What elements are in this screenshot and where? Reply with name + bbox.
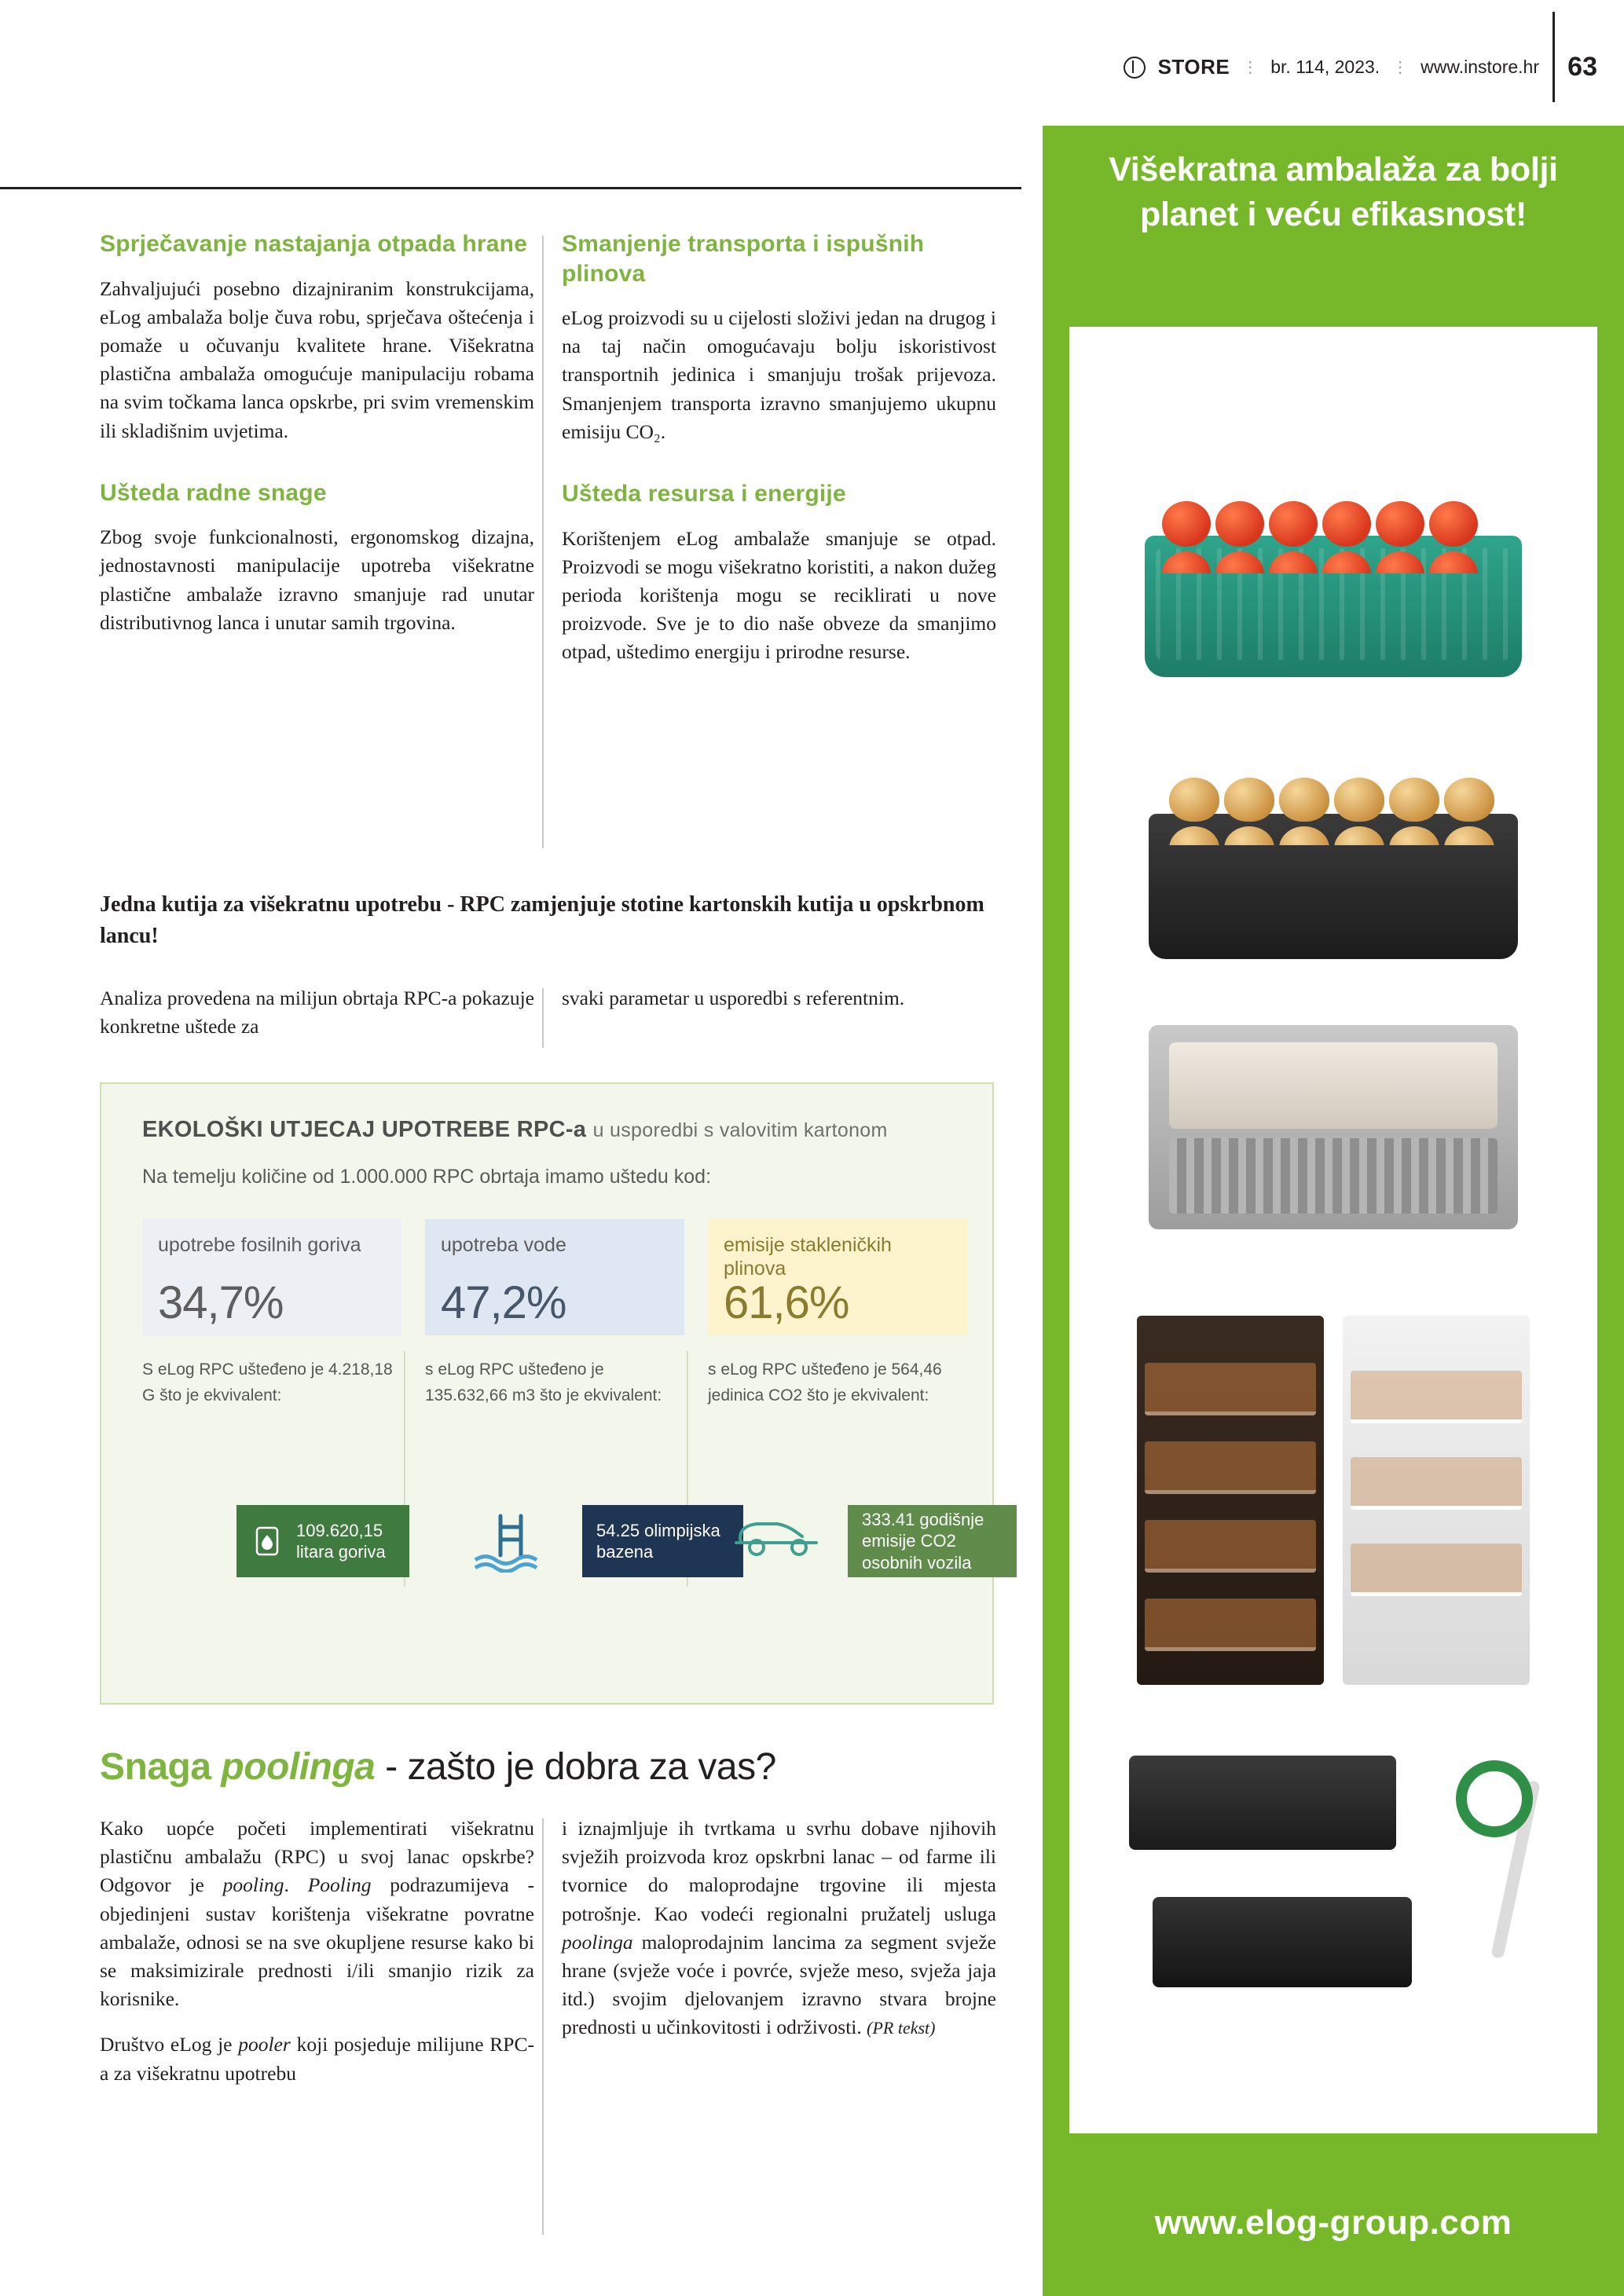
equivalent-chip-co2 [848, 1505, 1017, 1577]
stat-value: 34,7% [158, 1277, 284, 1328]
heading-food-waste: Sprječavanje nastajanja otpada hrane [100, 231, 528, 257]
section-left-column [100, 1814, 534, 2088]
section-paragraph-2 [100, 2031, 534, 2087]
paragraph-food-waste: Zahvaljujući posebno dizajniranim konstrukcijama, eLog ambalaža bolje čuva robu, sprječava oštećenja i pomaže u očuvanju kvalitete hrane. Višekratna plastična ambalaža omogućuje manipulaciju robama na svim točkama lanca opskrbe, pri svim vremenskim ili skladišnim uvjetima. [100, 276, 534, 442]
text-fragment: Društvo eLog je [100, 2033, 239, 2056]
stat-card-fossil-fuel [142, 1219, 401, 1335]
analysis-text-left: Analiza provedena na milijun obrtaja RPC-a pokazuje konkretne uštede za [100, 987, 534, 1038]
text-fragment: i iznajmljuje ih tvrtkama u svrhu dobave njihovih svježih proizvoda kroz opskrbni lanac – od farme ili tvornice do maloprodajne trgovine ili mjesta potrošnje. Kao vodeći regionalni pružatelj usluga [562, 1817, 996, 1925]
stat-label: emisije stakleničkih plinova [724, 1234, 892, 1280]
stat-note-greenhouse-gas: s eLog RPC ušteđeno je 564,46 jedinica CO2 što je ekvivalent: [708, 1360, 942, 1404]
text-italic: poolinga [562, 1930, 633, 1954]
section-headline [100, 1745, 1003, 1789]
issue-label: br. 114, 2023. [1270, 57, 1380, 77]
section-paragraph-1 [100, 1814, 534, 2013]
advertisement-panel [1043, 126, 1624, 2296]
heading-resources: Ušteda resursa i energije [562, 481, 846, 507]
advert-title: Višekratna ambalaža za bolji planet i veću efikasnost! [1109, 151, 1558, 233]
stat-card-water [425, 1219, 684, 1335]
headline-italic: poolinga [221, 1746, 376, 1788]
headline-dash: - [375, 1746, 408, 1788]
stat-label: upotrebe fosilnih goriva [158, 1234, 361, 1256]
copyright-circle-icon [1124, 57, 1146, 79]
text-fragment: koji posjeduje milijune RPC-a za višekratnu upotrebu [100, 2033, 534, 2085]
stat-value: 47,2% [441, 1277, 566, 1328]
highlight-statement: Jedna kutija za višekratnu upotrebu - RPC zamjenjuje stotine kartonskih kutija u opskrbnom lancu! [100, 892, 984, 948]
text-italic: pooling [222, 1873, 284, 1897]
car-icon [730, 1508, 824, 1576]
page-header [0, 52, 1624, 102]
text-fragment: maloprodajnim lancima za segment svježe hrane (svježe voće i povrće, svježe meso, svježa jaja itd.) svojim djelovanjem izravno stvara brojne prednosti u učinkovitosti i održivosti. [562, 1930, 996, 2039]
text-italic: Pooling [307, 1873, 372, 1897]
header-meta [1124, 55, 1539, 79]
infographic-subtitle: Na temelju količine od 1.000.000 RPC obrtaja imamo uštedu kod: [142, 1166, 712, 1188]
pr-credit: (PR tekst) [867, 2018, 936, 2038]
divider: ⋮ [1392, 59, 1409, 76]
article-left-column [100, 229, 534, 637]
fuel-drop-icon [251, 1522, 284, 1561]
trolley-grip-shape [1456, 1760, 1533, 1837]
product-photo-folded-grey-crates [1149, 1025, 1518, 1237]
section-right-column [562, 1814, 996, 2042]
heading-labour-saving: Ušteda radne snage [100, 479, 327, 506]
stat-value: 61,6% [724, 1277, 849, 1328]
stat-note-fossil-fuel: S eLog RPC ušteđeno je 4.218,18 G što je ekvivalent: [142, 1360, 393, 1404]
equivalent-chip-pools [582, 1505, 743, 1577]
chip-label: 333.41 godišnje emisije CO2 osobnih vozila [862, 1509, 984, 1573]
infographic-panel [100, 1082, 994, 1705]
infographic-title-main: EKOLOŠKI UTJECAJ UPOTREBE RPC-a [142, 1117, 587, 1142]
header-divider [1553, 12, 1555, 102]
pallet-shape [1153, 1897, 1412, 1987]
stat-note-water: s eLog RPC ušteđeno je 135.632,66 m3 što je ekvivalent: [425, 1360, 662, 1404]
product-photo-green-crate-with-tomatoes [1145, 463, 1522, 699]
text-fragment: Kako uopće početi implementirati višekratnu plastičnu ambalažu (RPC) u svoj lanac opskrbe? Odgovor je [100, 1817, 534, 1897]
text-italic: pooler [238, 2033, 291, 2056]
paragraph-transport: eLog proizvodi su u cijelosti složivi jedan na drugog i na taj način omogućavaju bolju iskoristivost transportnih jedinica i smanjuju trošak prijevoza. Smanjenjem transporta izravno smanjujemo ukupnu emisiju CO₂. [562, 306, 996, 443]
advert-url: www.elog-group.com [1154, 2203, 1512, 2242]
product-photo-black-pallets-with-trolley [1129, 1756, 1538, 2015]
equivalent-chip-fuel [236, 1505, 409, 1577]
pallet-shape [1129, 1756, 1396, 1850]
tomatoes-group [1162, 501, 1505, 573]
divider: ⋮ [1242, 59, 1259, 76]
chip-label: 54.25 olimpijska bazena [596, 1520, 720, 1562]
top-rule [0, 187, 1021, 189]
chip-label: 109.620,15 litara goriva [296, 1520, 386, 1562]
section-paragraph-3 [562, 1814, 996, 2042]
heading-transport: Smanjenje transporta i ispušnih plinova [562, 231, 925, 287]
text-fragment: . [284, 1873, 308, 1897]
column-divider-2 [542, 988, 544, 1048]
crate-stack-shape [1149, 1025, 1518, 1229]
text-fragment: podrazumijeva - objedinjeni sustav korištenja višekratne povratne ambalaže, odnosi se na sve okupljene resurse kako bi se maksimizirale prednosti i/ili smanjio rizik za korisnike. [100, 1873, 535, 2011]
infographic-title [142, 1117, 888, 1143]
display-unit-light [1343, 1316, 1530, 1685]
infographic-title-suffix: u usporedbi s valovitim kartonom [592, 1119, 888, 1141]
pool-ladder-icon [472, 1508, 566, 1576]
article-right-column [562, 229, 996, 667]
stat-label: upotreba vode [441, 1234, 566, 1256]
paragraph-resources: Korištenjem eLog ambalaže smanjuje se otpad. Proizvodi se mogu višekratno koristiti, a nakon dužeg perioda korištenja mogu se reciklirati u nove proizvode. Sve je to dio naše obveze da smanjimo otpad, uštedimo energiju i prirodne resurse. [562, 526, 996, 664]
brand-name: STORE [1157, 55, 1230, 79]
product-photo-retail-display-units [1137, 1316, 1530, 1685]
product-photo-black-crate-with-onions [1149, 746, 1518, 974]
page-number: 63 [1567, 52, 1597, 82]
headline-part-1: Snaga [100, 1746, 222, 1788]
paragraph-labour-saving: Zbog svoje funkcionalnosti, ergonomskog dizajna, jednostavnosti manipulacije upotreba višekratne plastične ambalaže izravno smanjuje rad unutar distributivnog lanca i unutar samih trgovina. [100, 525, 534, 634]
column-divider [542, 236, 544, 848]
column-divider-3 [542, 1818, 544, 2235]
headline-part-2: zašto je dobra za vas? [407, 1746, 776, 1788]
analysis-text-right: svaki parametar u usporedbi s referentnim. [562, 987, 905, 1009]
onions-group [1169, 778, 1498, 845]
display-unit-dark [1137, 1316, 1324, 1685]
stat-card-greenhouse-gas [708, 1219, 967, 1335]
website-label: www.instore.hr [1421, 57, 1539, 77]
